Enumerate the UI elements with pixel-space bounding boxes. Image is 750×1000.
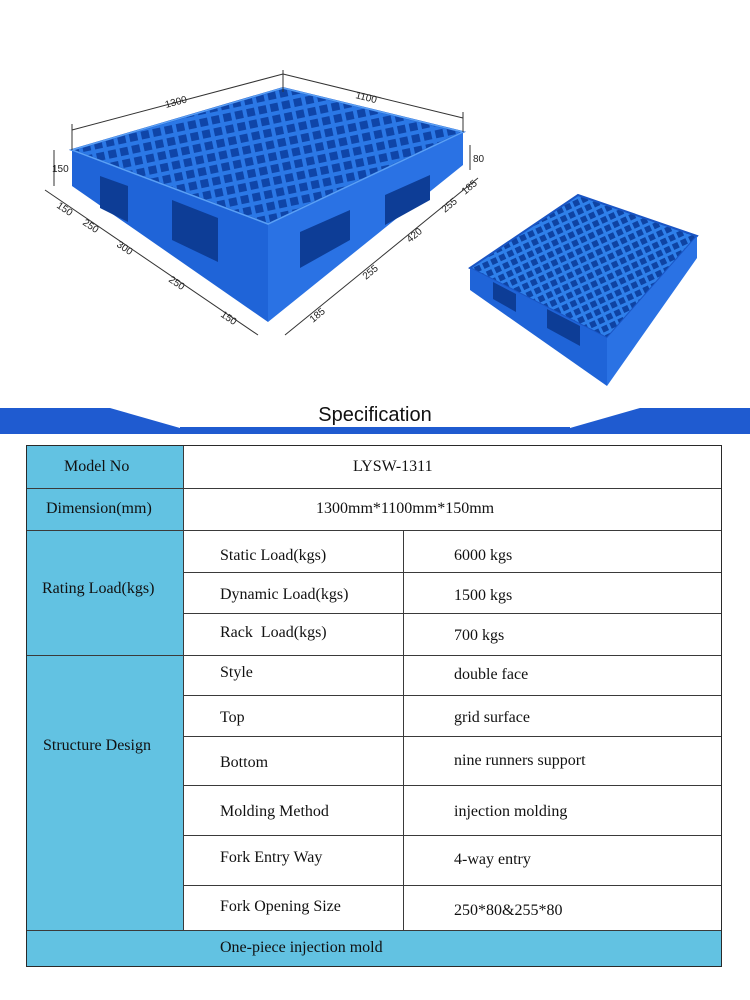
dim-left-5: 150 — [218, 309, 239, 328]
dimension-value: 1300mm*1100mm*150mm — [316, 500, 495, 517]
dim-right-3: 420 — [404, 226, 425, 246]
pallet-illustration — [0, 0, 750, 400]
model-value: LYSW-1311 — [353, 458, 433, 475]
dim-right-2: 255 — [360, 263, 381, 283]
top-value: grid surface — [454, 709, 530, 726]
top-name: Top — [220, 709, 245, 726]
style-name: Style — [220, 664, 253, 681]
style-value: double face — [454, 666, 529, 683]
rating-label: Rating Load(kgs) — [42, 580, 155, 597]
dim-left-4: 250 — [166, 274, 187, 293]
spec-title: Specification — [318, 404, 432, 426]
structure-label: Structure Design — [43, 737, 151, 754]
main-pallet — [72, 88, 463, 322]
dim-opening-height: 80 — [473, 154, 485, 165]
dynamic-load-value: 1500 kgs — [454, 587, 513, 604]
dim-right-4: 255 — [439, 196, 460, 216]
footer-text: One-piece injection mold — [220, 939, 383, 956]
static-load-name: Static Load(kgs) — [220, 547, 327, 564]
bottom-value: nine runners support — [454, 752, 586, 769]
dim-width: 1100 — [354, 90, 378, 107]
fork-opening-name: Fork Opening Size — [220, 898, 341, 915]
second-pallet — [470, 195, 697, 386]
spec-table — [26, 445, 722, 967]
rack-load-value: 700 kgs — [454, 627, 505, 644]
rack-load-name: Rack Load(kgs) — [220, 624, 327, 641]
dimension-label: Dimension(mm) — [46, 500, 152, 517]
static-load-value: 6000 kgs — [454, 547, 513, 564]
fork-opening-value: 250*80&255*80 — [454, 902, 563, 919]
dim-right-1: 185 — [307, 306, 328, 326]
dim-left-2: 250 — [80, 217, 101, 236]
model-label: Model No — [64, 458, 130, 475]
fork-entry-name: Fork Entry Way — [220, 849, 323, 866]
bottom-name: Bottom — [220, 754, 269, 771]
fork-entry-value: 4-way entry — [454, 851, 531, 868]
dynamic-load-name: Dynamic Load(kgs) — [220, 586, 349, 603]
dim-left-3: 300 — [114, 239, 135, 258]
dim-right-5: 185 — [459, 178, 480, 198]
pallet-diagram — [0, 0, 750, 400]
dim-length: 1300 — [163, 94, 189, 111]
dim-left-1: 150 — [54, 200, 75, 219]
structure-label-cell — [27, 656, 183, 930]
dim-height: 150 — [52, 164, 69, 175]
molding-method-name: Molding Method — [220, 803, 329, 820]
molding-method-value: injection molding — [454, 803, 568, 820]
